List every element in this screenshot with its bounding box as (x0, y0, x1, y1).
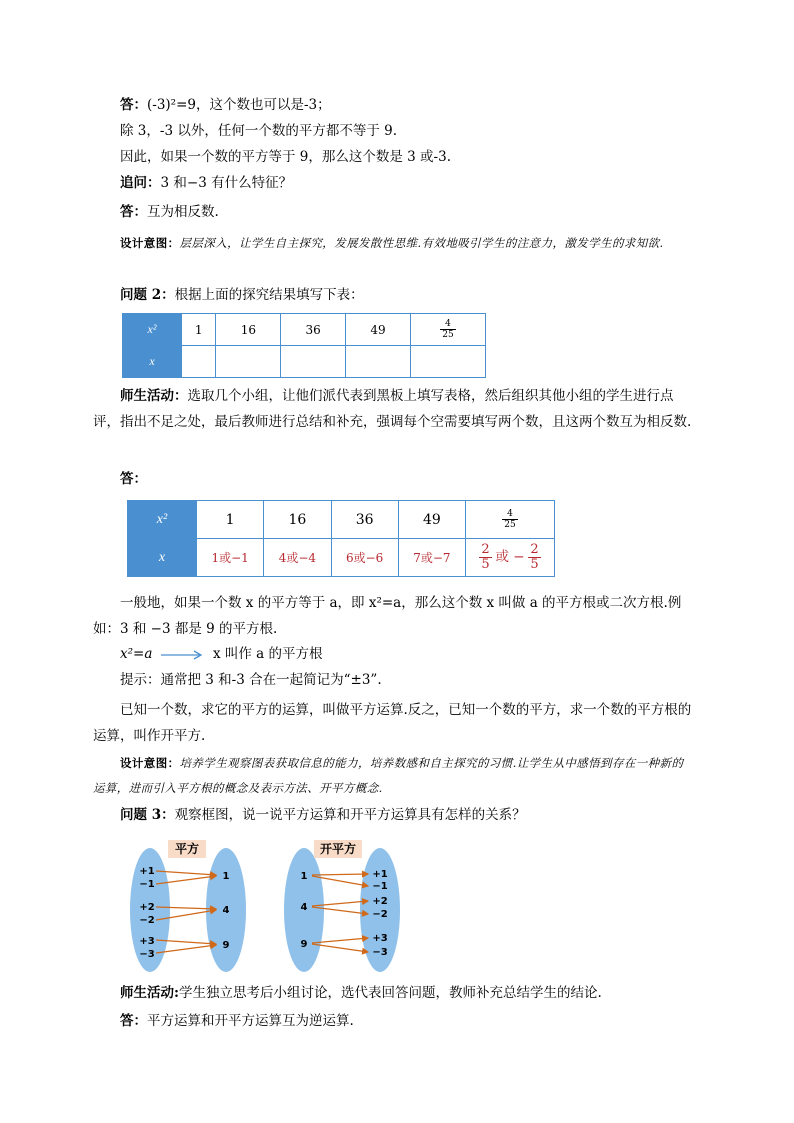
text-line-3: 因此，如果一个数的平方等于 9，那么这个数是 3 或-3. (120, 149, 451, 165)
answer-label: 答： (120, 1013, 147, 1029)
question-2 (120, 286, 680, 304)
teacher-student-activity-1 (93, 383, 693, 435)
table-cell-fraction (466, 501, 555, 539)
answer-text: 互为相反数. (147, 204, 219, 220)
question-3 (120, 806, 680, 824)
answer-label: 答： (120, 471, 147, 487)
domain-value: −1 (139, 879, 155, 890)
range-value: +3 (372, 933, 388, 944)
table-header-x: x (123, 346, 182, 378)
answer-line-1 (120, 96, 680, 114)
arrow-right-icon (160, 649, 206, 661)
range-value: +1 (372, 869, 388, 880)
definition-paragraph: 一般地，如果一个数 x 的平方等于 a，即 x²=a，那么这个数 x 叫做 a 的平方根或二次方根.例如：3 和 −3 都是 9 的平方根. (93, 595, 682, 637)
range-value: 4 (222, 905, 230, 916)
answer-cell-fraction (466, 539, 555, 577)
answer-cell: 7或−7 (398, 539, 465, 577)
table-cell: 16 (264, 501, 331, 539)
answer-line-table (120, 470, 680, 488)
sqrt-mapping-diagram (284, 838, 410, 976)
fraction: $\frac{2}{5}$ (530, 542, 539, 572)
table-cell: 16 (216, 314, 281, 346)
question-label: 问题 3： (120, 807, 175, 823)
or-text: 或 − (495, 549, 525, 565)
activity-text: 选取几个小组，让他们派代表到黑板上填写表格，然后组织其他小组的学生进行点评，指出不足之处，最后教师进行总结和补充，强调每个空需要填写两个数，且这两个数互为相反数. (93, 388, 692, 430)
mapping-arrow (312, 944, 368, 952)
activity-label: 师生活动: (120, 985, 179, 1001)
equation: x²=a (120, 646, 153, 662)
definition-arrow-line (120, 645, 680, 663)
answer-cell: 4或−4 (264, 539, 331, 577)
question-text: 观察框图，说一说平方运算和开平方运算具有怎样的关系？ (174, 807, 526, 823)
design-intent-2 (93, 751, 693, 801)
domain-value: +1 (139, 866, 155, 877)
text-line-2: 除 3，-3 以外，任何一个数的平方都不等于 9. (120, 123, 397, 139)
question-label: 问题 2： (120, 287, 175, 303)
table-cell-fraction (411, 314, 486, 346)
range-value: +2 (372, 896, 388, 907)
teacher-student-activity-2 (120, 984, 680, 1002)
domain-value: −2 (139, 915, 155, 926)
hint-line: 提示：通常把 3 和-3 合在一起简记为“±3”. (120, 672, 382, 688)
mapping-arrow (312, 874, 368, 875)
answer-line-5 (120, 203, 680, 221)
design-intent-label: 设计意图： (120, 236, 180, 250)
answer-table (127, 500, 555, 577)
table-cell-empty (411, 346, 486, 378)
fraction: $\frac{4}{25}$ (504, 509, 516, 530)
activity-label: 师生活动： (120, 388, 188, 404)
domain-value: 4 (300, 902, 308, 913)
domain-value: +2 (139, 902, 155, 913)
design-intent-label: 设计意图： (120, 756, 180, 770)
range-value: 9 (222, 940, 230, 951)
range-value: −2 (372, 909, 388, 920)
operation-paragraph: 已知一个数，求它的平方的运算，叫做平方运算.反之，已知一个数的平方，求一个数的平方根的运算，叫作开平方. (93, 702, 692, 744)
table-cell-empty (182, 346, 216, 378)
answer-label: 答： (120, 204, 147, 220)
table-cell: 1 (197, 501, 264, 539)
answer-cell: 1或−1 (197, 539, 264, 577)
answer-text: 平方运算和开平方运算互为逆运算. (147, 1013, 354, 1029)
answer-label: 答： (120, 97, 147, 113)
table-cell-empty (346, 346, 411, 378)
blank-table (122, 313, 486, 378)
domain-value: 9 (300, 939, 308, 950)
fraction: $\frac{2}{5}$ (481, 542, 490, 572)
design-intent-text: 层层深入，让学生自主探究，发展发散性思维.有效地吸引学生的注意力，激发学生的求知欲. (179, 236, 664, 250)
range-value: −3 (372, 947, 388, 958)
diagram-title: 开平方 (319, 842, 357, 856)
table-header-x2: x² (128, 501, 197, 539)
table-cell: 49 (398, 501, 465, 539)
range-value: 1 (222, 871, 230, 882)
domain-value: 1 (300, 871, 308, 882)
answer-line-final (120, 1012, 680, 1030)
answer-text: (-3)²=9，这个数也可以是-3； (147, 97, 331, 113)
table-cell-empty (216, 346, 281, 378)
activity-text: 学生独立思考后小组讨论，选代表回答问题，教师补充总结学生的结论. (178, 985, 602, 1001)
followup-text: 3 和−3 有什么特征？ (160, 175, 293, 191)
domain-value: +3 (139, 936, 155, 947)
table-cell: 36 (331, 501, 398, 539)
table-header-x: x (128, 539, 197, 577)
design-intent-1 (93, 233, 693, 253)
answer-cell: 6或−6 (331, 539, 398, 577)
diagram-title: 平方 (174, 842, 200, 856)
followup-line (120, 174, 680, 192)
domain-value: −3 (139, 949, 155, 960)
definition-result: x 叫作 a 的平方根 (212, 646, 323, 662)
fraction: $\frac{4}{25}$ (442, 319, 454, 340)
question-text: 根据上面的探究结果填写下表： (174, 287, 364, 303)
table-cell: 36 (281, 314, 346, 346)
table-cell: 1 (182, 314, 216, 346)
table-header-x2: x² (123, 314, 182, 346)
table-cell-empty (281, 346, 346, 378)
followup-label: 追问： (120, 175, 161, 191)
table-cell: 49 (346, 314, 411, 346)
square-mapping-diagram (130, 838, 250, 976)
design-intent-text: 培养学生观察图表获取信息的能力，培养数感和自主探究的习惯.让学生从中感悟到存在一种新的运算，进而引入平方根的概念及表示方法、开平方概念. (93, 756, 684, 795)
range-value: −1 (372, 881, 388, 892)
